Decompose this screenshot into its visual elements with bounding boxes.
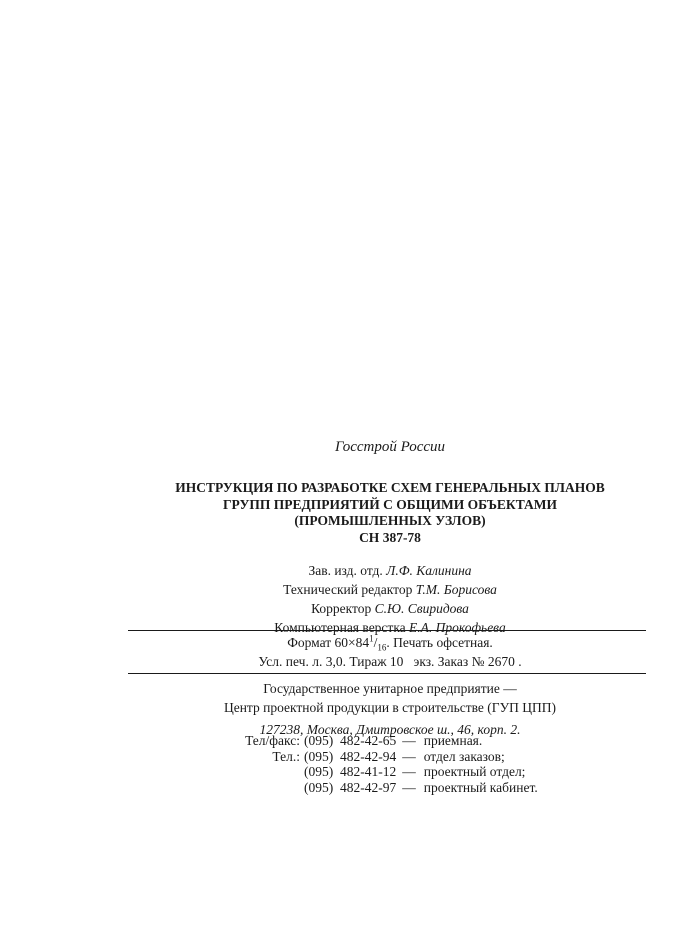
phone-row [228,733,538,749]
credit-name: Л.Ф. Калинина [386,563,472,578]
format-suffix: . Печать офсетная. [386,635,493,650]
print-info [150,634,630,671]
credits-list [150,561,630,637]
phone-dash: — [402,748,416,764]
document-title [150,480,630,546]
phone-number: (095) 482-42-65 [304,733,397,748]
credit-role: Зав. изд. отд. [308,563,383,578]
title-line-1: ИНСТРУКЦИЯ ПО РАЗРАБОТКЕ СХЕМ ГЕНЕРАЛЬНЫХ ПЛАНОВ [175,480,605,495]
publisher-line-2: Центр проектной продукции в строительстве (ГУП ЦПП) [223,700,557,715]
format-sup: 1 [369,633,374,644]
phone-dash: — [402,764,416,779]
document-code: СН 387-78 [359,529,421,545]
credit-role: Компьютерная верстка [274,620,406,635]
credit-line [150,580,630,599]
phone-row [228,780,538,796]
phone-row [228,764,538,780]
phone-number: (095) 482-42-97 [304,779,397,795]
phone-dash: — [402,733,416,748]
title-line-3: (ПРОМЫШЛЕННЫХ УЗЛОВ) [294,513,486,528]
format-sub: 16 [377,642,387,653]
phone-list [228,733,538,795]
phone-number: (095) 482-41-12 [304,764,397,779]
phone-row [228,749,538,765]
phone-desc: приемная. [423,733,483,748]
phone-desc: проектный отдел; [423,764,526,779]
credit-line [150,599,630,618]
organization-name: Госстрой России [334,439,446,455]
divider-bottom [128,673,646,674]
format-slash: / [373,635,378,650]
divider-top [128,630,646,631]
phone-dash: — [402,779,416,795]
credit-role: Технический редактор [283,582,413,597]
publisher-address: 127238, Москва, Дмитровское ш., 46, корп. 2. [259,722,521,737]
credit-name: Е.А. Прокофьева [409,620,506,635]
publisher-block [150,679,630,739]
phone-label: Тел/факс: [245,733,300,748]
credit-line [150,561,630,580]
title-line-2: ГРУПП ПРЕДПРИЯТИЙ С ОБЩИМИ ОБЪЕКТАМИ [222,496,558,512]
credit-name: Т.М. Борисова [415,582,497,597]
phone-label [228,764,304,780]
format-prefix: Формат 60×84 [287,635,370,650]
print-format-line [150,634,630,653]
phone-desc: отдел заказов; [423,748,505,764]
phone-desc: проектный кабинет. [423,779,538,795]
publisher-line-1: Государственное унитарное предприятие — [263,681,517,696]
phone-number: (095) 482-42-94 [304,748,397,764]
credit-name: С.Ю. Свиридова [374,601,469,616]
phone-label [228,780,304,796]
phone-label: Тел.: [272,748,300,764]
credit-role: Корректор [311,601,372,616]
print-run-line: Усл. печ. л. 3,0. Тираж 10 экз. Заказ № 2670 . [258,653,522,669]
